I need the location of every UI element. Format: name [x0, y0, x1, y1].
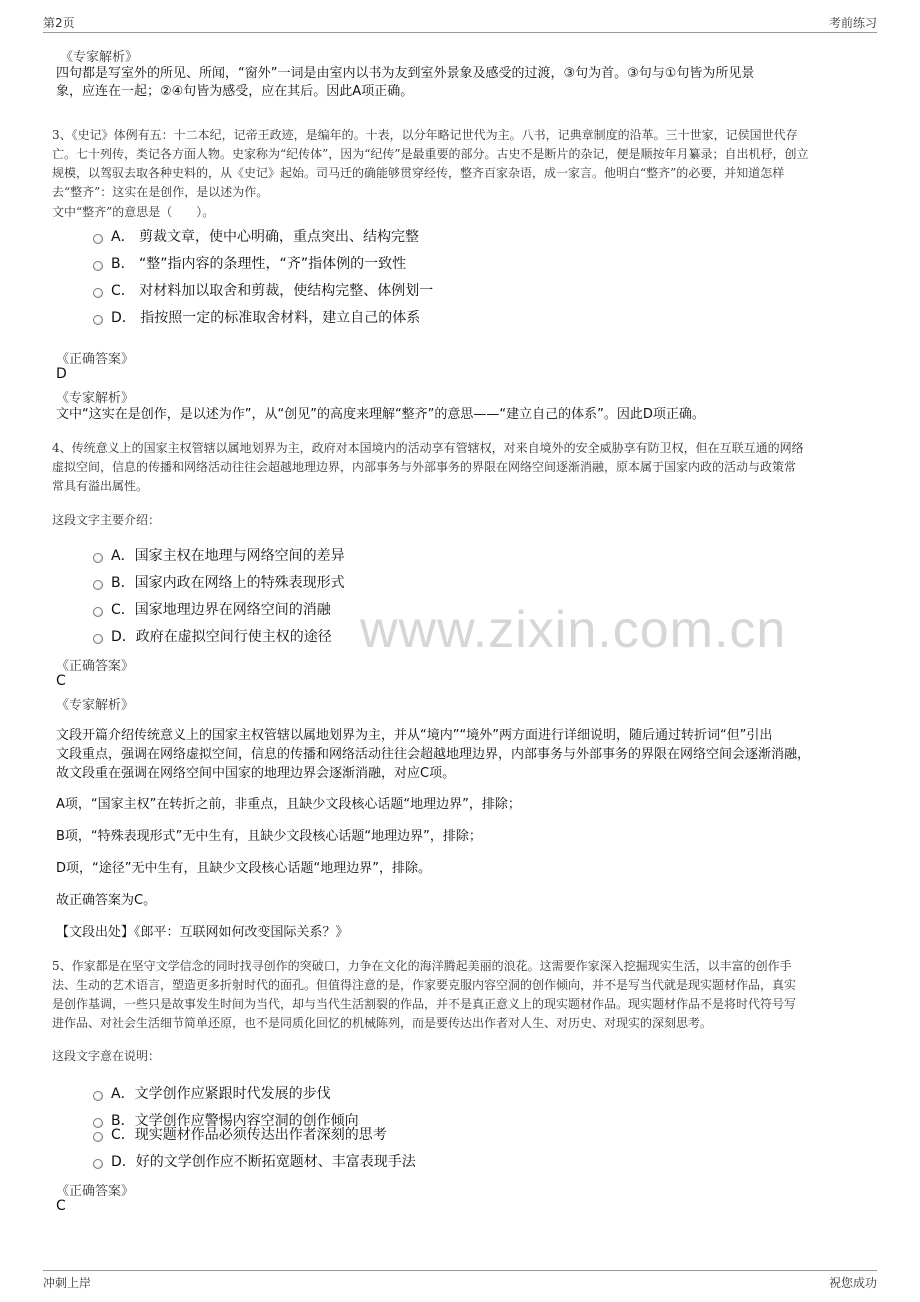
page-footer	[43, 1270, 877, 1295]
question-line: 进作品、对社会生活细节简单还原，也不是同质化回忆的机械陈列，而是要传达出作者对人生、对历史、对现实的深刻思考。	[52, 1016, 713, 1030]
question-4-text	[52, 439, 804, 496]
option-label: C．现实题材作品必须传达出作者深刻的思考	[111, 1127, 387, 1143]
question-line: 亡。七十列传，类记各方面人物。史家称为“纪传体”，因为“纪传”是最重要的部分。古史不是断片的杂记，便是顺按年月纂录；自出机杼，创立	[52, 147, 809, 161]
q5-option-c[interactable]	[93, 1124, 387, 1144]
question-line: 常具有溢出属性。	[52, 479, 149, 493]
radio-icon[interactable]	[93, 288, 103, 298]
correct-answer: C	[56, 1198, 66, 1214]
q3-option-c[interactable]	[93, 280, 433, 300]
analysis-text: 故文段重在强调在网络空间中国家的地理边界会逐渐消融，对应C项。	[56, 766, 456, 781]
expert-analysis-label: 《专家解析》	[56, 391, 135, 406]
option-label: C． 对材料加以取舍和剪裁，使结构完整、体例划一	[111, 283, 434, 299]
question-line: 3、《史记》体例有五：十二本纪，记帝王政迹，是编年的。十表，以分年略记世代为主。八书，记典章制度的沿革。三十世家，记侯国世代存	[52, 128, 798, 142]
correct-answer-label: 《正确答案》	[56, 659, 135, 674]
radio-icon[interactable]	[93, 634, 103, 644]
analysis-text: 文段开篇介绍传统意义上的国家主权管辖以属地划界为主，并从“境内”“境外”两方面进行详细说明，随后通过转折词“但”引出	[56, 728, 773, 743]
option-label: A．文学创作应紧跟时代发展的步伐	[111, 1086, 331, 1102]
radio-icon[interactable]	[93, 261, 103, 271]
expert-analysis-label: 《专家解析》	[56, 698, 135, 713]
option-label: B．国家内政在网络上的特殊表现形式	[111, 575, 345, 591]
footer-right-text: 祝您成功	[828, 1276, 877, 1290]
question-5-text	[52, 957, 796, 1033]
option-label: D．政府在虚拟空间行使主权的途径	[111, 629, 332, 645]
question-line: 规模，以驾驭去取各种史料的，从《史记》起始。司马迁的确能够贯穿经传，整齐百家杂语，成一家言。他明白“整齐”的必要，并知道怎样	[52, 166, 785, 180]
question-line: 4、传统意义上的国家主权管辖以属地划界为主，政府对本国境内的活动享有管辖权，对来自境外的安全威胁享有防卫权，但在互联互通的网络	[52, 441, 804, 455]
analysis-text: 文段重点，强调在网络虚拟空间，信息的传播和网络活动往往会超越地理边界，内部事务与外部事务的界限在网络空间会逐渐消融，	[56, 747, 811, 762]
q4-option-a[interactable]	[93, 545, 345, 565]
correct-answer-label: 《正确答案》	[56, 1184, 135, 1199]
page-number: 第2页	[43, 16, 75, 30]
analysis-option-b: B项，“特殊表现形式”无中生有，且缺少文段核心话题“地理边界”，排除；	[56, 829, 482, 844]
question-3-prompt: 文中“整齐”的意思是（ ）。	[52, 205, 215, 219]
radio-icon[interactable]	[93, 1091, 103, 1101]
question-line: 是创作基调，一些只是故事发生时间为当代，却与当代生活割裂的作品，并不是真正意义上的现实题材作品。现实题材作品不是将时代符号写	[52, 997, 797, 1011]
analysis-text: 四句都是写室外的所见、所闻，“窗外”一词是由室内以书为友到室外景象及感受的过渡，③句为首。③句与①句皆为所见景	[56, 66, 755, 81]
question-line: 5、作家都是在坚守文学信念的同时找寻创作的突破口，力争在文化的海洋腾起美丽的浪花。这需要作家深入挖掘现实生活，以丰富的创作手	[52, 959, 792, 973]
footer-left-text: 冲刺上岸	[43, 1276, 92, 1290]
expert-analysis-label: 《专家解析》	[60, 50, 139, 65]
q5-option-d[interactable]	[93, 1151, 416, 1171]
question-3-text	[52, 126, 809, 202]
q5-option-a[interactable]	[93, 1083, 331, 1103]
page-header	[43, 12, 877, 33]
option-label: B． “整”指内容的条理性，“齐”指体例的一致性	[111, 256, 407, 272]
question-line: 去“整齐”：这实在是创作，是以述为作。	[52, 185, 269, 199]
analysis-text: 象，应连在一起；②④句皆为感受，应在其后。因此A项正确。	[56, 84, 414, 99]
radio-icon[interactable]	[93, 607, 103, 617]
q4-option-b[interactable]	[93, 572, 345, 592]
correct-answer: C	[56, 673, 66, 689]
question-line: 法、生动的艺术语言，塑造更多折射时代的面孔。但值得注意的是，作家要克服内容空洞的创作倾向，并不是写当代就是现实题材作品，真实	[52, 978, 797, 992]
option-label: D．好的文学创作应不断拓宽题材、丰富表现手法	[111, 1154, 416, 1170]
option-label: C．国家地理边界在网络空间的消融	[111, 602, 331, 618]
correct-answer-label: 《正确答案》	[56, 352, 135, 367]
section-title: 考前练习	[828, 16, 877, 30]
q3-option-a[interactable]	[93, 226, 419, 246]
radio-icon[interactable]	[93, 234, 103, 244]
radio-icon[interactable]	[93, 315, 103, 325]
source-citation: 【文段出处】《郎平：互联网如何改变国际关系？》	[56, 925, 349, 940]
analysis-conclusion: 故正确答案为C。	[56, 893, 157, 908]
question-5-prompt: 这段文字意在说明：	[52, 1049, 161, 1063]
radio-icon[interactable]	[93, 580, 103, 590]
watermark: www.zixin.com.cn	[360, 601, 787, 659]
correct-answer: D	[56, 366, 67, 382]
analysis-text: 文中“这实在是创作，是以述为作”，从“创见”的高度来理解“整齐”的意思——“建立自己的体系”。因此D项正确。	[56, 407, 705, 422]
option-label: A．国家主权在地理与网络空间的差异	[111, 548, 345, 564]
question-line: 虚拟空间，信息的传播和网络活动往往会超越地理边界，内部事务与外部事务的界限在网络空间逐渐消融，原本属于国家内政的活动与政策常	[52, 460, 797, 474]
radio-icon[interactable]	[93, 553, 103, 563]
option-label: B．文学创作应警惕内容空洞的创作倾向	[111, 1113, 359, 1129]
option-label: D． 指按照一定的标准取舍材料，建立自己的体系	[111, 310, 421, 326]
question-4-prompt: 这段文字主要介绍：	[52, 513, 161, 527]
radio-icon[interactable]	[93, 1132, 103, 1142]
radio-icon[interactable]	[93, 1159, 103, 1169]
q3-option-d[interactable]	[93, 307, 420, 327]
analysis-option-d: D项，“途径”无中生有，且缺少文段核心话题“地理边界”，排除。	[56, 861, 431, 876]
option-label: A． 剪裁文章，使中心明确，重点突出、结构完整	[111, 229, 420, 245]
q3-option-b[interactable]	[93, 253, 406, 273]
q4-option-d[interactable]	[93, 626, 332, 646]
q4-option-c[interactable]	[93, 599, 331, 619]
analysis-option-a: A项，“国家主权”在转折之前，非重点，且缺少文段核心话题“地理边界”，排除；	[56, 797, 521, 812]
